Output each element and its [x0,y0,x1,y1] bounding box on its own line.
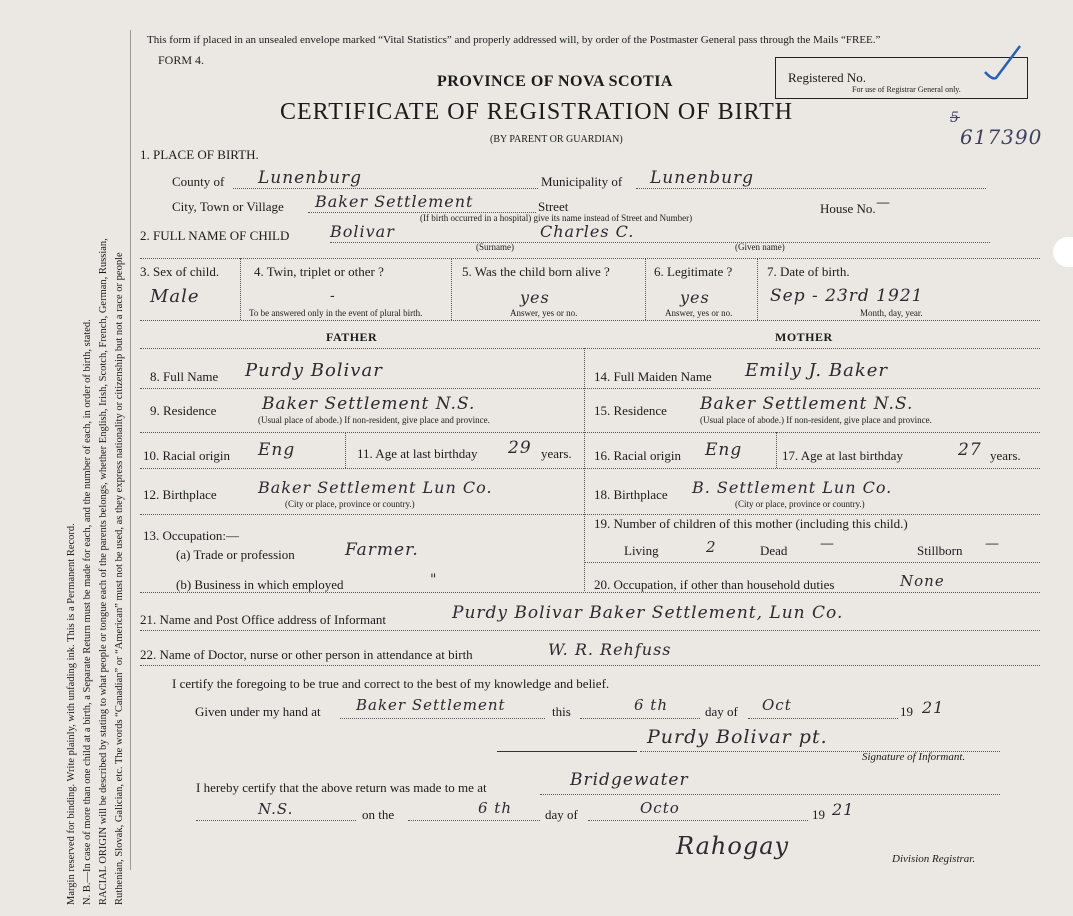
child-given-name: Charles C. [540,222,635,241]
street-label: Street [538,199,569,214]
twin-label: 4. Twin, triplet or other ? [254,264,384,279]
registered-note: For use of Registrar General only. [852,85,961,94]
margin-nationality-note: Ruthenian, Slovak, Galician, etc. The words “Canadian” or “American” must not be used, as they express nationality or citizenship but not a race or people [114,252,125,905]
twin-value: - [330,288,336,304]
hospital-note: (If birth occurred in a hospital) give its name instead of Street and Number) [420,213,693,223]
certify-day-value: 6 th [634,696,668,714]
legitimate-value: yes [680,288,710,307]
living-value: 2 [706,538,717,556]
mother-race-value: Eng [705,440,743,460]
father-trade-label: (a) Trade or profession [176,547,295,562]
registrar-statement: I hereby certify that the above return was made to me at [196,780,487,795]
given-place-value: Baker Settlement [356,696,506,714]
margin-binding-note: Margin reserved for binding. Write plainly, with unfading ink. This is a Permanent Record. [66,523,77,905]
certificate-title: CERTIFICATE OF REGISTRATION OF BIRTH [280,99,794,125]
mother-residence-label: 15. Residence [594,403,667,418]
mother-birthplace-note: (City or place, province or country.) [735,499,865,509]
birth-date-label: 7. Date of birth. [767,264,850,279]
father-years-label: years. [541,446,572,461]
municipality-value: Lunenburg [650,168,755,188]
registrar-day-value: 6 th [478,799,512,817]
mother-residence-note: (Usual place of abode.) If non-resident, give place and province. [700,415,932,425]
registrar-on-label: on the [362,807,395,822]
registrar-month-value: Octo [640,799,680,817]
legitimate-note: Answer, yes or no. [665,308,733,318]
given-under-label: Given under my hand at [195,704,321,719]
certify-year-prefix: 19 [900,704,913,719]
mother-residence-value: Baker Settlement N.S. [700,394,914,414]
mother-name-value: Emily J. Baker [745,360,888,381]
city-label: City, Town or Village [172,199,284,214]
mother-occupation-value: None [900,572,945,590]
stillborn-label: Stillborn [917,543,963,558]
born-alive-value: yes [520,288,550,307]
father-race-value: Eng [258,440,296,460]
doctor-label: 22. Name of Doctor, nurse or other person in attendance at birth [140,647,473,662]
surname-caption: (Surname) [476,242,514,252]
registrar-place-value: Bridgewater [570,770,689,790]
born-alive-note: Answer, yes or no. [510,308,578,318]
living-label: Living [624,543,659,558]
registrar-year-prefix: 19 [812,807,825,822]
father-race-label: 10. Racial origin [143,448,231,463]
margin-multiple-birth-note: N. B.—In case of more than one child at a birth, a Separate Return must be made for each, and the number of each, in order of birth, stated. [82,319,93,905]
registrar-day-of-label: day of [545,807,578,822]
children-count-label: 19. Number of children of this mother (including this child.) [594,516,908,531]
registrar-caption: Division Registrar. [892,853,976,865]
father-birthplace-value: Baker Settlement Lun Co. [258,478,493,497]
father-business-value: " [430,572,438,588]
sex-value: Male [150,286,200,307]
county-value: Lunenburg [258,168,363,188]
child-surname: Bolivar [330,222,395,241]
place-of-birth-heading: 1. PLACE OF BIRTH. [140,147,259,162]
registrar-signature: Rahogay [676,832,790,860]
registrar-year-value: 21 [832,800,855,819]
mother-age-value: 27 [958,440,982,460]
mother-heading: MOTHER [775,330,833,344]
mother-age-label: 17. Age at last birthday [782,448,903,463]
father-trade-value: Farmer. [345,540,419,560]
struck-number: 5 [950,110,960,126]
mother-years-label: years. [990,448,1021,463]
certificate-subtitle: (BY PARENT OR GUARDIAN) [490,134,623,145]
certify-day-of-label: day of [705,704,738,719]
dead-label: Dead [760,543,788,558]
registered-label: Registered No. [788,70,866,85]
informant-signature: Purdy Bolivar pt. [647,726,828,748]
father-age-value: 29 [508,438,532,458]
registrar-province-value: N.S. [258,800,294,818]
stillborn-value: — [985,536,1000,552]
legitimate-label: 6. Legitimate ? [654,264,733,279]
birth-date-note: Month, day, year. [860,308,923,318]
born-alive-label: 5. Was the child born alive ? [462,264,610,279]
doctor-value: W. R. Rehfuss [548,640,672,659]
mother-occupation-label: 20. Occupation, if other than household duties [594,577,835,592]
father-business-label: (b) Business in which employed [176,577,344,592]
dead-value: — [820,536,835,552]
twin-note: To be answered only in the event of plural birth. [249,308,423,318]
given-name-caption: (Given name) [735,242,785,252]
father-name-value: Purdy Bolivar [245,360,383,381]
mother-birthplace-label: 18. Birthplace [594,487,668,502]
form-number: FORM 4. [158,53,205,67]
informant-signature-caption: Signature of Informant. [862,751,966,763]
mail-notice: This form if placed in an unsealed envelope marked “Vital Statistics” and properly addressed will, by order of the Postmaster General pass through the Mails “FREE.” [147,34,881,46]
county-label: County of [172,174,225,189]
child-name-label: 2. FULL NAME OF CHILD [140,228,290,243]
sex-label: 3. Sex of child. [140,264,220,279]
father-heading: FATHER [326,330,378,344]
father-age-label: 11. Age at last birthday [357,446,478,461]
house-label: House No. [820,201,876,216]
province-heading: PROVINCE OF NOVA SCOTIA [437,73,673,90]
house-value: — [876,195,891,211]
father-residence-value: Baker Settlement N.S. [262,394,476,414]
certify-month-value: Oct [762,696,792,714]
birth-date-value: Sep - 23rd 1921 [770,286,924,306]
mother-race-label: 16. Racial origin [594,448,682,463]
certify-statement: I certify the foregoing to be true and correct to the best of my knowledge and belief. [172,676,610,691]
certify-year-value: 21 [922,698,945,717]
registration-number: 617390 [960,125,1043,149]
mother-name-label: 14. Full Maiden Name [594,369,712,384]
father-name-label: 8. Full Name [150,369,219,384]
father-residence-note: (Usual place of abode.) If non-resident, give place and province. [258,415,490,425]
informant-label: 21. Name and Post Office address of Informant [140,612,386,627]
father-occupation-label: 13. Occupation:— [143,528,240,543]
father-birthplace-label: 12. Birthplace [143,487,217,502]
informant-value: Purdy Bolivar Baker Settlement, Lun Co. [452,603,844,623]
check-mark-icon [980,40,1025,85]
margin-racial-origin-note: RACIAL ORIGIN will be described by stating to what people or tongue each of the parents belongs, whether English, Irish, Scotch, French, German, Russian, [98,238,109,905]
father-residence-label: 9. Residence [150,403,217,418]
city-value: Baker Settlement [315,192,474,211]
this-label: this [552,704,571,719]
mother-birthplace-value: B. Settlement Lun Co. [692,478,893,497]
municipality-label: Municipality of [541,174,623,189]
father-birthplace-note: (City or place, province or country.) [285,499,415,509]
